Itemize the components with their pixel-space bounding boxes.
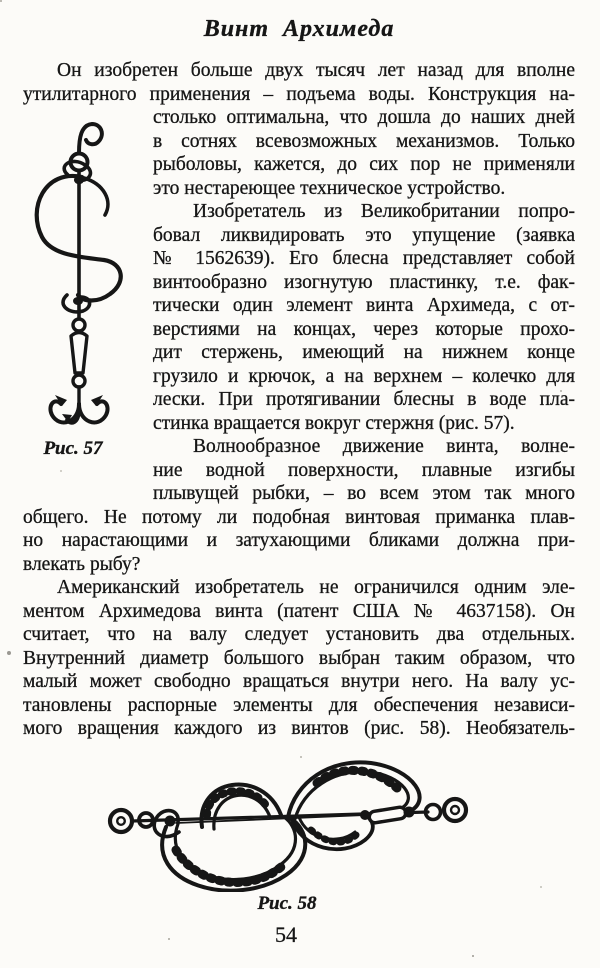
figure-58 [90, 757, 490, 892]
figure-57 [23, 106, 153, 506]
text-line: винтообразно изогнутую пластинку, т.е. фак- [153, 271, 575, 293]
text-line: рыболовы, кажется, до сих пор не применяли [153, 154, 575, 175]
text-line: утилитарного применения – подъема воды. Конструкция на- [23, 83, 575, 105]
text-line: это нестареющее техническое устройство. [153, 177, 506, 199]
text-line: бовал ликвидировать это упущение (заявка [153, 224, 575, 246]
text-line: Волнообразное движение винта, волне- [193, 436, 575, 457]
page-number: 54 [275, 921, 297, 947]
figure-58-caption: Рис. 58 [257, 892, 317, 914]
text-line: дит стержень, имеющий на нижнем конце [153, 342, 575, 363]
text-line: Изобретатель из Великобритании попро- [193, 201, 575, 222]
text-line: грузило и крючок, а на верхнем – колечко для [153, 365, 575, 387]
text-line: мого вращения каждого из винтов (рис. 58). Необязатель- [23, 718, 575, 739]
text-line: Он изобретен больше двух тысяч лет назад для вполне [57, 60, 575, 81]
text-line: в сотнях всевозможных механизмов. Только [153, 130, 575, 152]
figure-text-row [23, 106, 575, 506]
text-line: тановлены распорные элементы для обеспечения независи- [23, 694, 575, 716]
text-line: общего. Не потому ли подобная винтовая приманка плав- [23, 506, 575, 528]
text-line: лески. При протягивании блесны в воде пла- [153, 389, 575, 410]
page-title: Винт Архимеда [203, 16, 395, 42]
text-line: ние водной поверхности, плавные изгибы [153, 459, 575, 481]
text-line: тически один элемент винта Архимеда, с от- [153, 295, 575, 316]
screw-spinner-lure-illustration [25, 120, 135, 428]
paragraph-wrapped [153, 106, 575, 506]
text-line: верстиями на концах, через которые прохо- [153, 318, 575, 340]
text-line: № 1562639). Его блесна представляет собой [153, 248, 575, 269]
text-line: стинка вращается вокруг стержня (рис. 57). [153, 412, 515, 434]
text-line: малый может свободно вращаться внутри него. На валу ус- [23, 671, 575, 692]
text-line: ментом Архимедова винта (патент США № 4637158). Он [23, 600, 575, 622]
paper-specks [0, 0, 2, 2]
text-line: влекать рыбу? [23, 553, 141, 575]
text-line: столько оптимальна, что дошла до наших дней [153, 107, 575, 128]
text-line: но нарастающими и затухающими бликами должна при- [23, 530, 575, 551]
text-line: плывущей рыбки, – во всем этом так много [153, 483, 575, 504]
text-line: считает, что на валу следует установить два отдельных. [23, 624, 575, 645]
paragraph-intro [23, 59, 575, 106]
text-line: Внутренний диаметр большого выбран таким образом, что [23, 647, 575, 669]
text-line: Американский изобретатель не ограничился одним эле- [57, 577, 575, 598]
double-screw-lure-illustration [90, 757, 490, 892]
figure-57-caption: Рис. 57 [43, 438, 103, 459]
paragraph-after [23, 506, 575, 741]
